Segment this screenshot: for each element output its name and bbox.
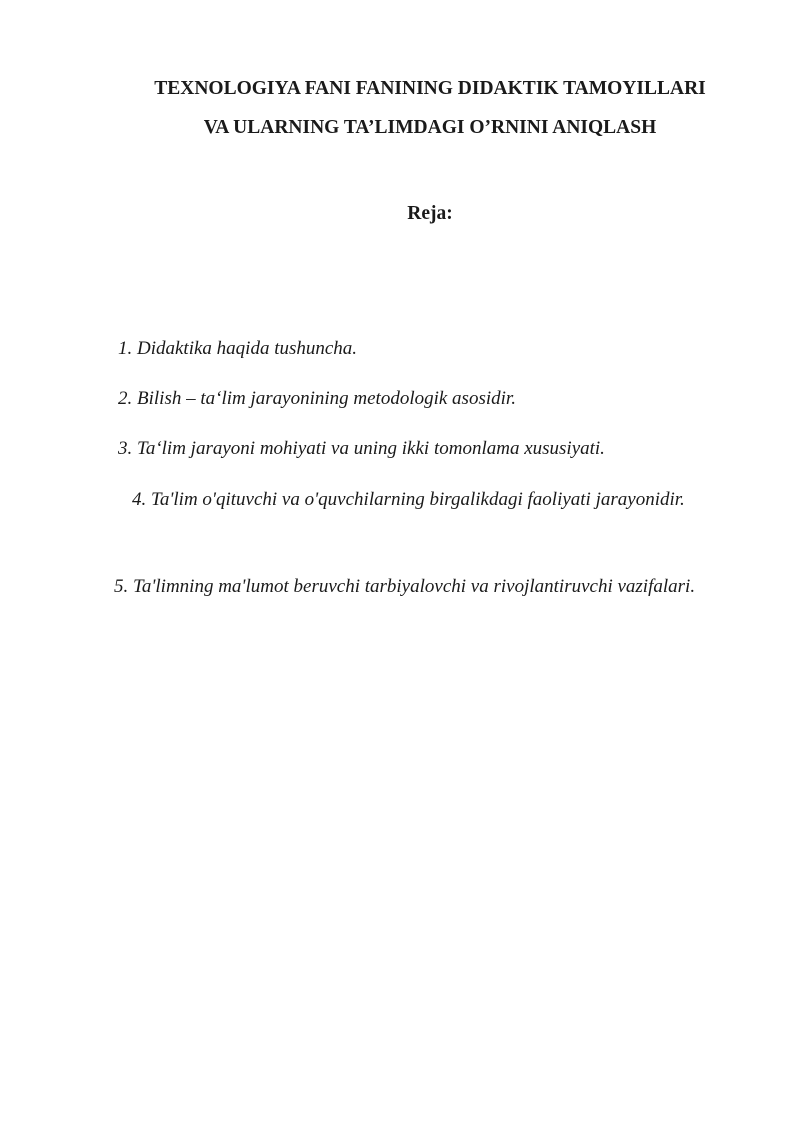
plan-item-5: 5. Ta'limning ma'lumot beruvchi tarbiyalovchi va rivojlantiruvchi vazifalari.	[114, 576, 696, 597]
document-title-line-2: VA ULARNING TA’LIMDAGI O’RNINI ANIQLASH	[203, 117, 657, 138]
plan-heading: Reja:	[407, 203, 453, 224]
plan-item-4: 4. Ta'lim o'qituvchi va o'quvchilarning birgalikdagi faoliyati jarayonidir.	[132, 489, 685, 510]
document-title-line-1: TEXNOLOGIYA FANI FANINING DIDAKTIK TAMOYILLARI	[154, 78, 706, 99]
plan-item-1: 1. Didaktika haqida tushuncha.	[118, 338, 358, 359]
plan-item-3: 3. Ta‘lim jarayoni mohiyati va uning ikki tomonlama xususiyati.	[118, 438, 605, 459]
plan-item-2: 2. Bilish – ta‘lim jarayonining metodologik asosidir.	[118, 388, 516, 409]
